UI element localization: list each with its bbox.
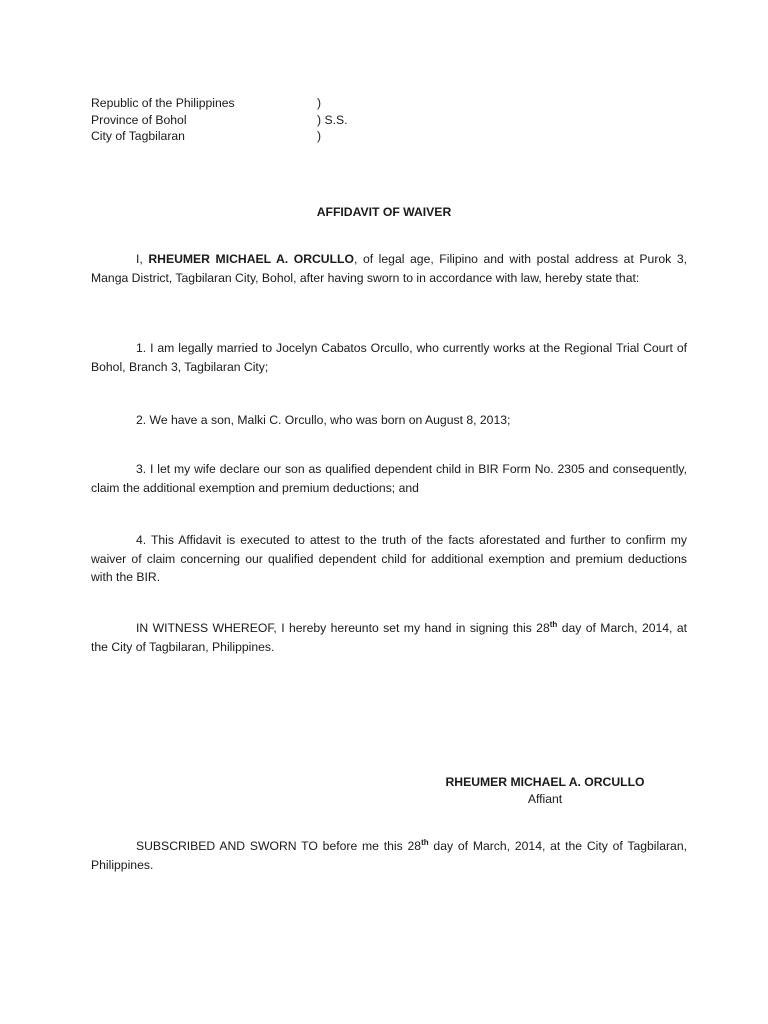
jurat-text-before: SUBSCRIBED AND SWORN TO before me this 28: [136, 839, 422, 853]
affiant-name-inline: RHEUMER MICHAEL A. ORCULLO: [148, 252, 354, 266]
ordinal-suffix: th: [421, 838, 429, 847]
witness-paragraph: [91, 619, 687, 656]
signature-block: [440, 774, 650, 808]
venue-paren: ): [317, 129, 322, 143]
venue-paren: ): [317, 96, 322, 110]
venue-text: Republic of the Philippines: [91, 96, 235, 110]
venue-text: City of Tagbilaran: [91, 129, 185, 143]
witness-text-before: IN WITNESS WHEREOF, I hereby hereunto set my hand in signing this 28: [136, 621, 550, 635]
intro-rest: , of legal age, Filipino and with postal address at Purok 3, Manga District, Tagbilaran City, Bohol, after having sworn to in accordance with law, hereby state that:: [91, 252, 687, 285]
item-paragraph-4: [91, 531, 687, 587]
intro-lead: I,: [136, 252, 149, 266]
venue-paren: ) S.S.: [317, 112, 348, 127]
venue-line-province: [91, 112, 348, 129]
affiant-name: RHEUMER MICHAEL A. ORCULLO: [445, 775, 645, 789]
venue-caption: [91, 95, 348, 145]
item-text: 4. This Affidavit is executed to attest to the truth of the facts aforestated and further to confirm my waiver of claim concerning our qualified dependent child for additional exemption and premium deductions with the BIR.: [91, 533, 687, 585]
affiant-role: Affiant: [527, 792, 563, 806]
item-text: 2. We have a son, Malki C. Orcullo, who was born on August 8, 2013;: [136, 413, 511, 427]
ordinal-suffix: th: [549, 620, 558, 629]
item-text: 3. I let my wife declare our son as qualified dependent child in BIR Form No. 2305 and consequently, claim the additional exemption and premium deductions; and: [91, 462, 687, 495]
intro-paragraph: [91, 250, 687, 287]
document-title: AFFIDAVIT OF WAIVER: [316, 205, 452, 219]
item-paragraph-2: [91, 411, 687, 430]
venue-text: Province of Bohol: [91, 112, 187, 127]
jurat-text-after: day of March, 2014, at the City of Tagbilaran, Philippines.: [91, 839, 687, 872]
venue-line-republic: [91, 95, 322, 112]
item-paragraph-1: [91, 339, 687, 376]
item-paragraph-3: [91, 460, 687, 497]
witness-text-after: day of March, 2014, at the City of Tagbilaran, Philippines.: [91, 621, 687, 654]
item-text: 1. I am legally married to Jocelyn Cabatos Orcullo, who currently works at the Regional Trial Court of Bohol, Branch 3, Tagbilaran City;: [91, 341, 687, 374]
jurat-paragraph: [91, 837, 687, 874]
venue-line-city: [91, 128, 322, 145]
